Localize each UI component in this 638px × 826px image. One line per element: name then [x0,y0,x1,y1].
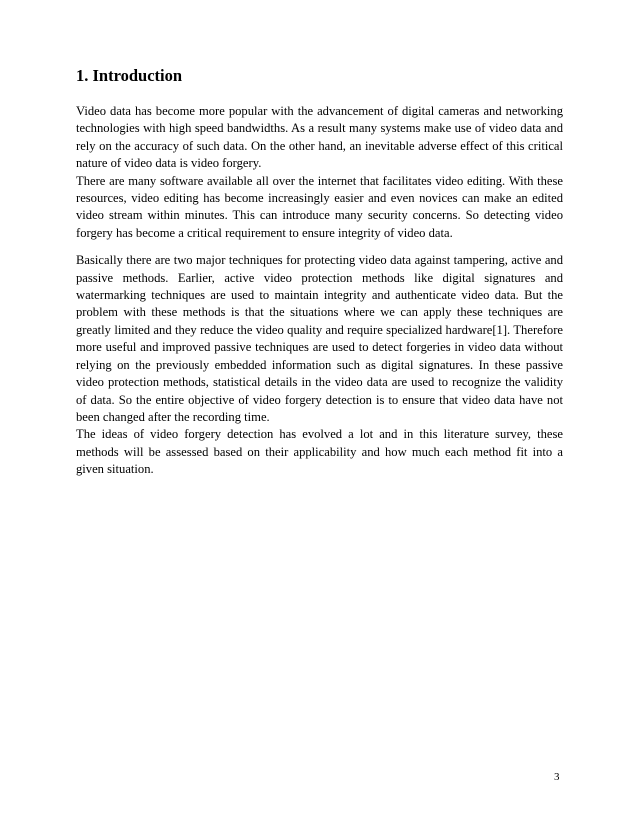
section-heading: 1. Introduction [76,66,183,85]
paragraph-intro: Video data has become more popular with the advancement of digital cameras and networking technologies with high speed bandwidths. As a result many systems make use of video data and rely on the accuracy of such data. On the other hand, an inevitable adverse effect of this critical nature of video data is video forgery. [76,104,563,171]
page-content [76,66,563,479]
page-number: 3 [554,771,560,783]
paragraph-software: There are many software available all over the internet that facilitates video editing. With these resources, video editing has become increasingly easier and even novices can make an edited video stream within minutes. This can introduce many security concerns. So detecting video forgery has become a critical requirement to ensure integrity of video data. [76,173,563,240]
paragraph-survey: The ideas of video forgery detection has evolved a lot and in this literature survey, these methods will be assessed based on their applicability and how much each method fit into a given situation. [76,427,563,477]
paragraph-techniques: Basically there are two major techniques for protecting video data against tampering, active and passive methods. Earlier, active video protection methods like digital signatures and watermarking techniques are used to maintain integrity and authenticate video data. But the problem with these methods is that the situations where we can apply these techniques are greatly limited and they reduce the video quality and require specialized hardware[1]. Therefore more useful and improved passive techniques are used to detect forgeries in video data without relying on the previously embedded information such as digital signatures. In these passive video protection methods, statistical details in the video data are used to recognize the validity of data. So the entire objective of video forgery detection is to ensure that video data have not been changed after the recording time. [76,253,563,424]
